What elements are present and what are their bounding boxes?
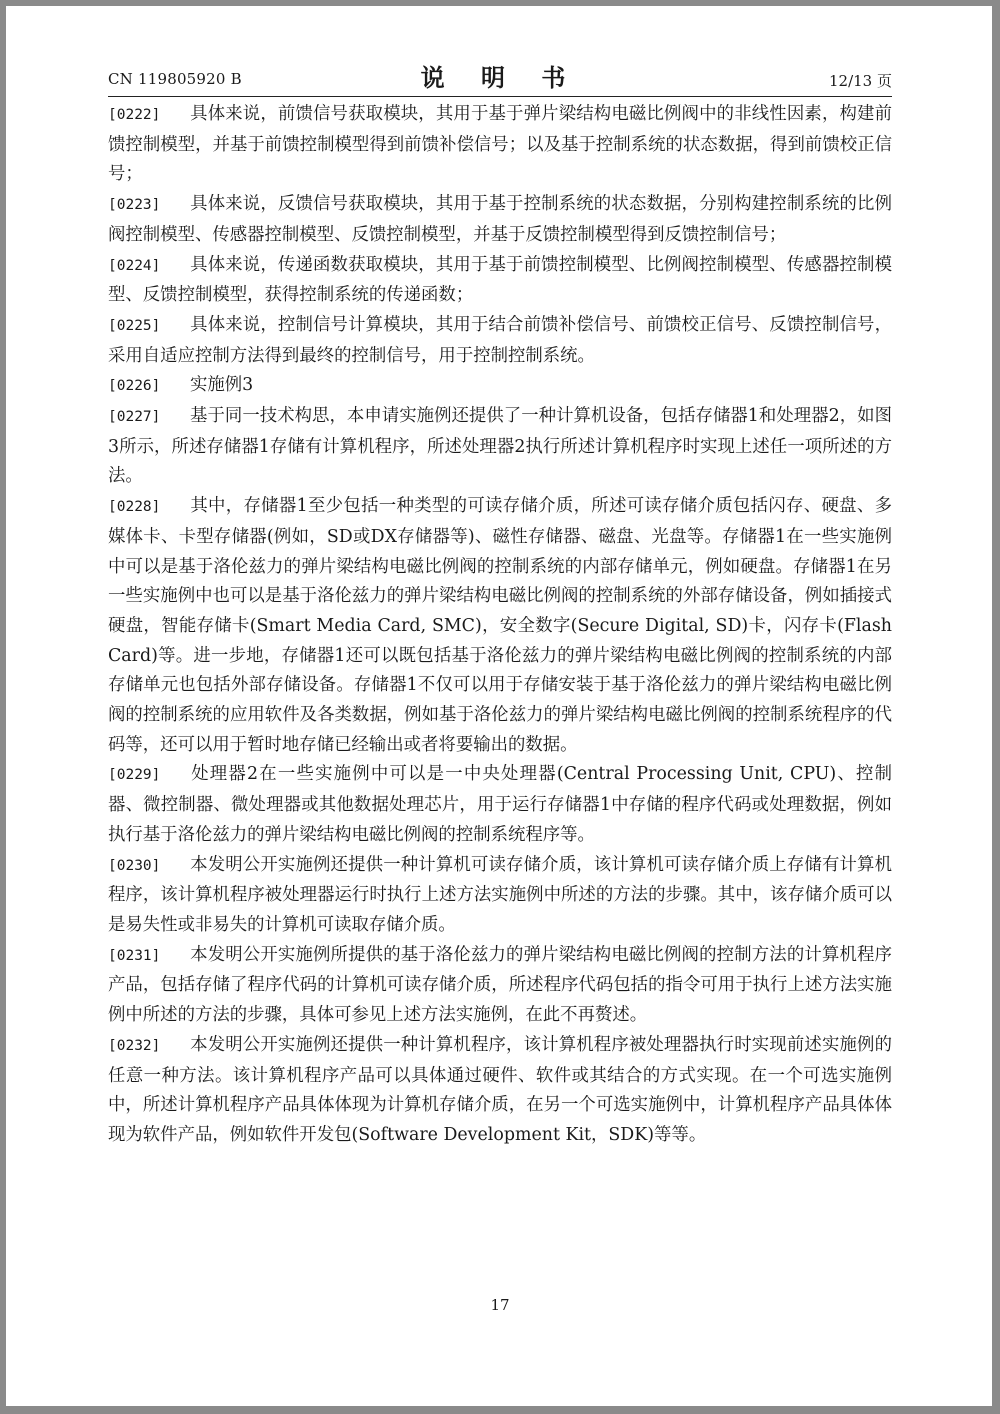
paragraph-0229 — [108, 760, 892, 850]
paragraph-0230 — [108, 851, 892, 941]
paragraph-text: 基于同一技术构思，本申请实施例还提供了一种计算机设备，包括存储器1和处理器2，如图3所示，所述存储器1存储有计算机程序，所述处理器2执行所述计算机程序时实现上述任一项所述的方法。 — [108, 406, 892, 487]
paragraph-0223 — [108, 190, 892, 250]
paragraph-number: [0232] — [108, 1037, 161, 1054]
patent-number: CN 119805920 B — [108, 70, 242, 88]
paragraph-text: 本发明公开实施例所提供的基于洛伦兹力的弹片梁结构电磁比例阀的控制方法的计算机程序产品，包括存储了程序代码的计算机可读存储介质，所述程序代码包括的指令可用于执行上述方法实施例中所述的方法的步骤，具体可参见上述方法实施例，在此不再赘述。 — [108, 944, 892, 1026]
paragraph-0225 — [108, 311, 892, 371]
paragraph-text: 实施例3 — [190, 375, 254, 396]
page-indicator: 12/13 页 — [829, 72, 892, 90]
paragraph-0226 — [108, 371, 892, 402]
paragraph-number: [0229] — [108, 767, 161, 784]
paragraph-number: [0222] — [108, 107, 161, 123]
paragraph-text: 处理器2在一些实施例中可以是一中央处理器(Central Processing Unit, CPU)、控制器、微控制器、微处理器或其他数据处理芯片，用于运行存储器1中存储的程序代码或处理数据，例如执行基于洛伦兹力的弹片梁结构电磁比例阀的控制系统程序等。 — [108, 764, 892, 845]
paragraph-0232 — [108, 1031, 892, 1151]
paragraph-0228 — [108, 492, 892, 760]
paragraph-text: 其中，存储器1至少包括一种类型的可读存储介质，所述可读存储介质包括闪存、硬盘、多媒体卡、卡型存储器(例如，SD或DX存储器等)、磁性存储器、磁盘、光盘等。存储器1在一些实施例中可以是基于洛伦兹力的弹片梁结构电磁比例阀的控制系统的内部存储单元，例如硬盘。存储器1在另一些实施例中也可以是基于洛伦兹力的弹片梁结构电磁比例阀的控制系统的外部存储设备，例如插接式硬盘，智能存储卡(Smart Media Card, SMC)，安全数字(Secure Digital, SD)卡，闪存卡(Flash Card)等。进一步地，存储器1还可以既包括基于洛伦兹力的弹片梁结构电磁比例阀的控制系统的内部存储单元也包括外部存储设备。存储器1不仅可以用于存储安装于基于洛伦兹力的弹片梁结构电磁比例阀的控制系统的应用软件及各类数据，例如基于洛伦兹力的弹片梁结构电磁比例阀的控制系统程序的代码等，还可以用于暂时地存储已经输出或者将要输出的数据。 — [108, 496, 892, 755]
paragraph-number: [0226] — [108, 378, 161, 395]
paragraph-number: [0231] — [108, 947, 161, 964]
paragraph-number: [0230] — [108, 857, 161, 874]
paragraph-0224 — [108, 251, 892, 311]
paragraph-text: 本发明公开实施例还提供一种计算机可读存储介质，该计算机可读存储介质上存储有计算机程序，该计算机程序被处理器运行时执行上述方法实施例中所述的方法的步骤。其中，该存储介质可以是易失性或非易失的计算机可读取存储介质。 — [108, 854, 892, 935]
page-header — [108, 58, 892, 94]
paragraph-number: [0224] — [108, 257, 161, 274]
paragraph-number: [0228] — [108, 499, 161, 516]
paragraph-number: [0225] — [108, 317, 161, 334]
document-title: 说 明 书 — [420, 63, 580, 92]
paragraph-text: 本发明公开实施例还提供一种计算机程序，该计算机程序被处理器执行时实现前述实施例的任意一种方法。该计算机程序产品可以具体通过硬件、软件或其结合的方式实现。在一个可选实施例中，所述计算机程序产品具体体现为计算机存储介质，在另一个可选实施例中，计算机程序产品具体体现为软件产品，例如软件开发包(Software Development Kit，SDK)等等。 — [108, 1034, 892, 1145]
paragraph-0231 — [108, 941, 892, 1031]
paragraph-number: [0227] — [108, 409, 161, 426]
page-number: 17 — [490, 1296, 510, 1314]
paragraph-number: [0223] — [108, 197, 161, 214]
paragraph-text: 具体来说，控制信号计算模块，其用于结合前馈补偿信号、前馈校正信号、反馈控制信号，采用自适应控制方法得到最终的控制信号，用于控制控制系统。 — [108, 314, 892, 366]
paragraph-0227 — [108, 402, 892, 492]
paragraph-text: 具体来说，反馈信号获取模块，其用于基于控制系统的状态数据，分别构建控制系统的比例阀控制模型、传感器控制模型、反馈控制模型，并基于反馈控制模型得到反馈控制信号； — [108, 194, 892, 245]
header-divider — [108, 96, 892, 97]
paragraph-text: 具体来说，传递函数获取模块，其用于基于前馈控制模型、比例阀控制模型、传感器控制模型、反馈控制模型，获得控制系统的传递函数； — [108, 254, 892, 306]
paragraph-text: 具体来说，前馈信号获取模块，其用于基于弹片梁结构电磁比例阀中的非线性因素，构建前馈控制模型，并基于前馈控制模型得到前馈补偿信号；以及基于控制系统的状态数据，得到前馈校正信号； — [108, 104, 892, 185]
paragraph-0222 — [108, 100, 892, 190]
document-body — [108, 100, 892, 1151]
